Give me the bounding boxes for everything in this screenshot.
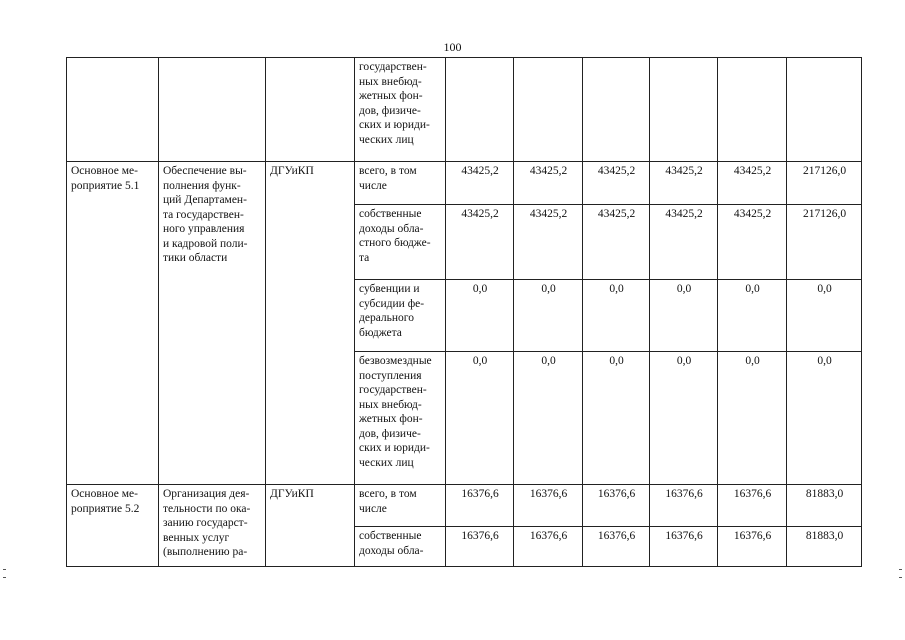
empty-cell: [514, 58, 583, 162]
value-cell: 43425,2: [718, 205, 787, 280]
executor-text: ДГУиКП: [270, 165, 314, 177]
continuation-row: [67, 58, 862, 162]
value-cell: 0,0: [718, 352, 787, 485]
measure-name-cell: [67, 162, 159, 485]
funding-source-text: всего, в том числе: [359, 488, 417, 515]
executor-cell: [266, 485, 355, 567]
value-cell: 16376,6: [514, 527, 583, 567]
total-value-cell: 81883,0: [787, 485, 862, 527]
total-value-cell: 0,0: [787, 280, 862, 352]
funding-source-text: всего, в том числе: [359, 165, 417, 192]
page-number: 100: [443, 40, 462, 54]
funding-source-cell: [355, 352, 446, 485]
measure-name-cell: [67, 485, 159, 567]
value-cell: 16376,6: [718, 527, 787, 567]
measure-description: Обеспечение вы- полнения функ- ций Департамен- та государствен- ного управления и кадровой поли- тики области: [163, 165, 248, 264]
value-cell: 0,0: [718, 280, 787, 352]
table-row: [67, 485, 862, 527]
funding-source-text: собственные доходы обла- стного бюдже- та: [359, 208, 431, 264]
value-cell: 43425,2: [446, 205, 514, 280]
total-value-cell: 0,0: [787, 352, 862, 485]
empty-cell: [266, 58, 355, 162]
funding-source-cell: [355, 205, 446, 280]
funding-source-text: собственные доходы обла-: [359, 530, 424, 557]
measure-name: Основное ме- роприятие 5.1: [71, 165, 140, 192]
value-cell: 0,0: [583, 280, 650, 352]
value-cell: 43425,2: [650, 162, 718, 205]
funding-source-cell: [355, 485, 446, 527]
scan-edge-mark: [3, 569, 6, 570]
funding-source-cell: [355, 527, 446, 567]
measure-name: Основное ме- роприятие 5.2: [71, 488, 140, 515]
value-cell: 0,0: [650, 352, 718, 485]
executor-text: ДГУиКП: [270, 488, 314, 500]
value-cell: 16376,6: [718, 485, 787, 527]
value-cell: 43425,2: [718, 162, 787, 205]
value-cell: 43425,2: [514, 162, 583, 205]
budget-table: [66, 57, 862, 567]
value-cell: 43425,2: [583, 162, 650, 205]
value-cell: 16376,6: [446, 527, 514, 567]
value-cell: 16376,6: [583, 485, 650, 527]
scan-edge-mark: [899, 577, 902, 578]
value-cell: 16376,6: [446, 485, 514, 527]
value-cell: 43425,2: [514, 205, 583, 280]
value-cell: 0,0: [650, 280, 718, 352]
empty-cell: [446, 58, 514, 162]
value-cell: 0,0: [446, 352, 514, 485]
measure-description-cell: [159, 162, 266, 485]
value-cell: 43425,2: [583, 205, 650, 280]
value-cell: 0,0: [583, 352, 650, 485]
empty-cell: [159, 58, 266, 162]
total-value-cell: 217126,0: [787, 162, 862, 205]
table-row: [67, 162, 862, 205]
value-cell: 16376,6: [650, 485, 718, 527]
funding-source-cell: [355, 162, 446, 205]
funding-source-text: безвозмездные поступления государствен- ных внебюд- жетных фон- дов, физиче- ских и юриди- ческих лиц: [359, 355, 432, 469]
funding-source-cell: [355, 280, 446, 352]
value-cell: 0,0: [446, 280, 514, 352]
value-cell: 16376,6: [650, 527, 718, 567]
scan-edge-mark: [899, 569, 902, 570]
funding-source-cell: [355, 58, 446, 162]
value-cell: 0,0: [514, 352, 583, 485]
executor-cell: [266, 162, 355, 485]
value-cell: 16376,6: [583, 527, 650, 567]
total-value-cell: 217126,0: [787, 205, 862, 280]
empty-cell: [718, 58, 787, 162]
measure-description: Организация дея- тельности по ока- занию государст- венных услуг (выполнению ра-: [163, 488, 251, 558]
empty-cell: [650, 58, 718, 162]
value-cell: 0,0: [514, 280, 583, 352]
value-cell: 16376,6: [514, 485, 583, 527]
total-value-cell: 81883,0: [787, 527, 862, 567]
funding-source-text: субвенции и субсидии фе- дерального бюджета: [359, 283, 425, 339]
empty-cell: [67, 58, 159, 162]
empty-cell: [583, 58, 650, 162]
measure-description-cell: [159, 485, 266, 567]
scan-edge-mark: [3, 577, 6, 578]
empty-cell: [787, 58, 862, 162]
funding-source-text: государствен- ных внебюд- жетных фон- дов, физиче- ских и юриди- ческих лиц: [359, 61, 430, 146]
value-cell: 43425,2: [650, 205, 718, 280]
value-cell: 43425,2: [446, 162, 514, 205]
